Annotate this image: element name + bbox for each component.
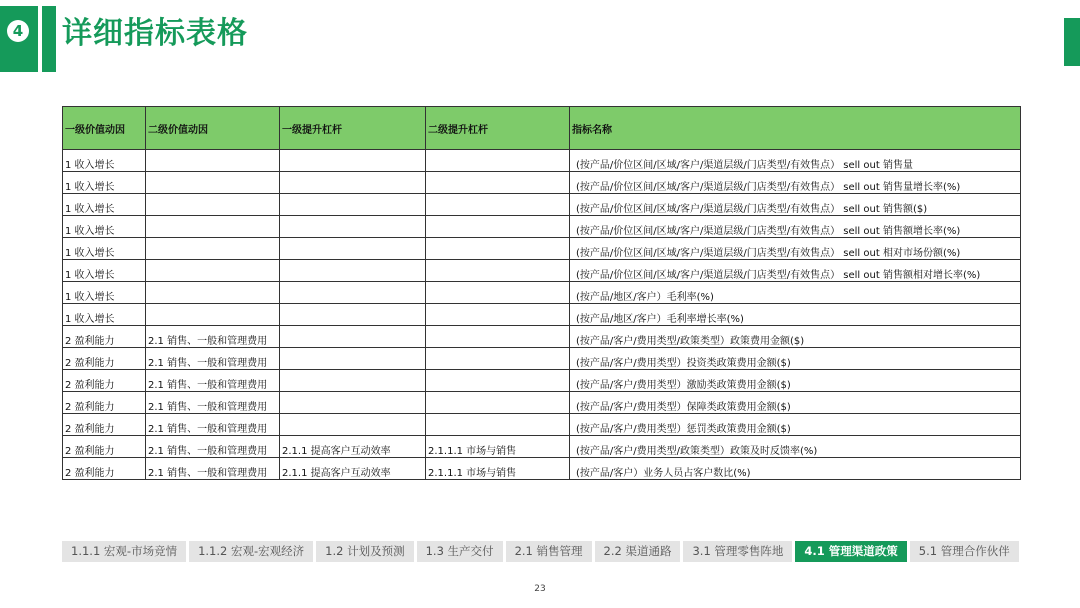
- table-cell: 2.1.1 提高客户互动效率: [280, 458, 426, 480]
- tab-item[interactable]: 4.1 管理渠道政策: [795, 541, 906, 562]
- table-cell: [426, 304, 570, 326]
- tab-item[interactable]: 3.1 管理零售阵地: [683, 541, 792, 562]
- table-cell: [280, 216, 426, 238]
- table-cell: 1 收入增长: [63, 194, 146, 216]
- table-cell: [280, 414, 426, 436]
- table-cell: 1 收入增长: [63, 216, 146, 238]
- table-row: [63, 414, 1021, 436]
- table-cell: [426, 282, 570, 304]
- table-row: [63, 370, 1021, 392]
- table-cell: [426, 348, 570, 370]
- table-cell: 2 盈利能力: [63, 370, 146, 392]
- table-cell: (按产品/价位区间/区域/客户/渠道层级/门店类型/有效售点） sell out 相对市场份额(%): [570, 238, 1021, 260]
- table-cell: [426, 216, 570, 238]
- table-cell: (按产品/价位区间/区域/客户/渠道层级/门店类型/有效售点） sell out 销售量: [570, 150, 1021, 172]
- indicator-table: [62, 106, 1021, 480]
- section-accent-bar: [42, 6, 56, 72]
- table-cell: 1 收入增长: [63, 150, 146, 172]
- table-row: [63, 194, 1021, 216]
- table-cell: 1 收入增长: [63, 282, 146, 304]
- table-row: [63, 238, 1021, 260]
- table-cell: [280, 370, 426, 392]
- table-row: [63, 150, 1021, 172]
- table-cell: [146, 304, 280, 326]
- table-cell: [426, 326, 570, 348]
- table-cell: (按产品/价位区间/区域/客户/渠道层级/门店类型/有效售点） sell out 销售额($): [570, 194, 1021, 216]
- table-cell: (按产品/价位区间/区域/客户/渠道层级/门店类型/有效售点） sell out 销售额相对增长率(%): [570, 260, 1021, 282]
- column-header: 指标名称: [570, 107, 1021, 150]
- table-cell: 2 盈利能力: [63, 414, 146, 436]
- table-cell: [146, 238, 280, 260]
- column-header: 一级价值动因: [63, 107, 146, 150]
- table-cell: [280, 238, 426, 260]
- table-cell: 2 盈利能力: [63, 348, 146, 370]
- table-cell: 2.1 销售、一般和管理费用: [146, 458, 280, 480]
- table-cell: [280, 326, 426, 348]
- table-cell: [146, 194, 280, 216]
- table-cell: 2.1.1 提高客户互动效率: [280, 436, 426, 458]
- page-number: 23: [534, 584, 546, 594]
- table-cell: (按产品/价位区间/区域/客户/渠道层级/门店类型/有效售点） sell out 销售额增长率(%): [570, 216, 1021, 238]
- table-cell: 1 收入增长: [63, 260, 146, 282]
- table-cell: [146, 216, 280, 238]
- table-cell: (按产品/客户/费用类型/政策类型）政策费用金额($): [570, 326, 1021, 348]
- table-cell: (按产品/客户/费用类型）惩罚类政策费用金额($): [570, 414, 1021, 436]
- table-cell: 2 盈利能力: [63, 458, 146, 480]
- section-badge: [0, 6, 38, 72]
- table-cell: [426, 238, 570, 260]
- table-cell: [146, 150, 280, 172]
- table-cell: 2.1 销售、一般和管理费用: [146, 370, 280, 392]
- table-cell: 2.1 销售、一般和管理费用: [146, 392, 280, 414]
- tab-item[interactable]: 2.1 销售管理: [506, 541, 592, 562]
- table-cell: 2 盈利能力: [63, 436, 146, 458]
- table-cell: [280, 282, 426, 304]
- table-cell: (按产品/地区/客户）毛利率增长率(%): [570, 304, 1021, 326]
- table-row: [63, 304, 1021, 326]
- table-row: [63, 326, 1021, 348]
- table-cell: [426, 260, 570, 282]
- table-cell: 2 盈利能力: [63, 326, 146, 348]
- section-number: 4: [7, 20, 29, 42]
- table-row: [63, 458, 1021, 480]
- table-row: [63, 260, 1021, 282]
- tab-item[interactable]: 1.1.1 宏观-市场竞情: [62, 541, 186, 562]
- table-cell: (按产品/客户/费用类型）激励类政策费用金额($): [570, 370, 1021, 392]
- table-row: [63, 216, 1021, 238]
- table-cell: 2.1.1.1 市场与销售: [426, 436, 570, 458]
- table-cell: 1 收入增长: [63, 304, 146, 326]
- table-cell: [426, 194, 570, 216]
- table-cell: (按产品/客户/费用类型）投资类政策费用金额($): [570, 348, 1021, 370]
- table-row: [63, 172, 1021, 194]
- tab-item[interactable]: 1.1.2 宏观-宏观经济: [189, 541, 313, 562]
- tab-item[interactable]: 1.3 生产交付: [417, 541, 503, 562]
- table-cell: [280, 260, 426, 282]
- table-cell: [280, 304, 426, 326]
- column-header: 二级提升杠杆: [426, 107, 570, 150]
- table-cell: [426, 150, 570, 172]
- table-cell: [146, 260, 280, 282]
- table-cell: 2.1 销售、一般和管理费用: [146, 414, 280, 436]
- table-cell: [280, 150, 426, 172]
- table-body: [63, 150, 1021, 480]
- table-cell: [280, 392, 426, 414]
- column-header: 一级提升杠杆: [280, 107, 426, 150]
- tab-item[interactable]: 5.1 管理合作伙伴: [910, 541, 1019, 562]
- tab-item[interactable]: 1.2 计划及预测: [316, 541, 413, 562]
- table-cell: [426, 414, 570, 436]
- page-title: 详细指标表格: [62, 16, 248, 51]
- table-cell: [280, 194, 426, 216]
- table-cell: (按产品/客户/费用类型/政策类型）政策及时反馈率(%): [570, 436, 1021, 458]
- table-row: [63, 436, 1021, 458]
- table-cell: [426, 370, 570, 392]
- table-row: [63, 282, 1021, 304]
- table-cell: [280, 172, 426, 194]
- table-row: [63, 348, 1021, 370]
- table-cell: 2.1.1.1 市场与销售: [426, 458, 570, 480]
- table-cell: (按产品/价位区间/区域/客户/渠道层级/门店类型/有效售点） sell out 销售量增长率(%): [570, 172, 1021, 194]
- table-cell: 2 盈利能力: [63, 392, 146, 414]
- table-cell: [426, 392, 570, 414]
- table-cell: 2.1 销售、一般和管理费用: [146, 348, 280, 370]
- table-cell: 2.1 销售、一般和管理费用: [146, 436, 280, 458]
- right-accent-bar: [1064, 18, 1080, 66]
- column-header: 二级价值动因: [146, 107, 280, 150]
- table-cell: 1 收入增长: [63, 238, 146, 260]
- tab-item[interactable]: 2.2 渠道通路: [595, 541, 681, 562]
- table-cell: [146, 282, 280, 304]
- table-header-row: [63, 107, 1021, 150]
- table-cell: (按产品/地区/客户）毛利率(%): [570, 282, 1021, 304]
- table-cell: [146, 172, 280, 194]
- table-cell: 2.1 销售、一般和管理费用: [146, 326, 280, 348]
- table-cell: [280, 348, 426, 370]
- section-tabs: [62, 541, 1019, 562]
- table-cell: (按产品/客户）业务人员占客户数比(%): [570, 458, 1021, 480]
- table-cell: (按产品/客户/费用类型）保障类政策费用金额($): [570, 392, 1021, 414]
- table-cell: 1 收入增长: [63, 172, 146, 194]
- table-row: [63, 392, 1021, 414]
- table-cell: [426, 172, 570, 194]
